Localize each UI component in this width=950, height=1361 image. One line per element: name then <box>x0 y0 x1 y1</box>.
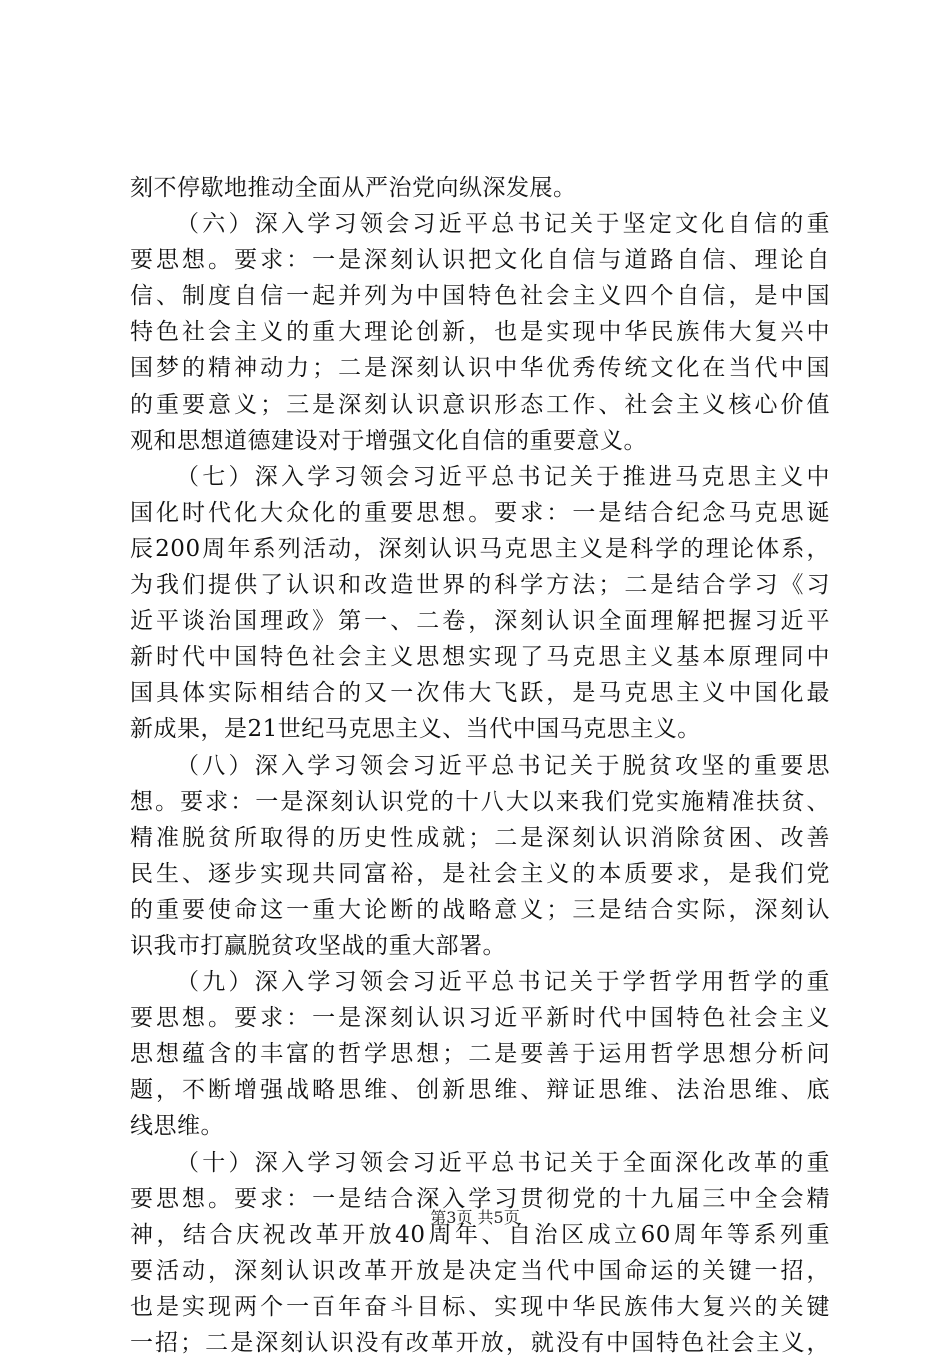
text-line: 要思想。要求：一是深刻认识习近平新时代中国特色社会主义 <box>130 1005 830 1032</box>
text-line: 观和思想道德建设对于增强文化自信的重要意义。 <box>130 427 647 454</box>
text-line: 想。要求：一是深刻认识党的十八大以来我们党实施精准扶贫、 <box>130 788 830 815</box>
text-line: 线思维。 <box>130 1113 224 1140</box>
text-line: 识我市打赢脱贫攻坚战的重大部署。 <box>130 932 506 959</box>
text-line: 一招；二是深刻认识没有改革开放，就没有中国特色社会主义， <box>130 1330 830 1356</box>
text-line: 题，不断增强战略思维、创新思维、辩证思维、法治思维、底 <box>130 1077 830 1104</box>
text-line: 要思想。要求：一是深刻认识把文化自信与道路自信、理论自 <box>130 247 830 274</box>
text-line: 刻不停歇地推动全面从严治党向纵深发展。 <box>130 175 577 201</box>
text-line: 为我们提供了认识和改造世界的科学方法；二是结合学习《习 <box>130 572 830 599</box>
text-line: 信、制度自信一起并列为中国特色社会主义四个自信，是中国 <box>130 283 830 310</box>
text-line: 国具体实际相结合的又一次伟大飞跃，是马克思主义中国化最 <box>130 680 830 707</box>
text-line: 的重要意义；三是深刻认识意识形态工作、社会主义核心价值 <box>130 391 830 418</box>
text-line: 也是实现两个一百年奋斗目标、实现中华民族伟大复兴的关键 <box>130 1293 830 1320</box>
text-line: 新时代中国特色社会主义思想实现了马克思主义基本原理同中 <box>130 644 830 671</box>
text-line: 要活动，深刻认识改革开放是决定当代中国命运的关键一招， <box>130 1257 830 1284</box>
text-line: 特色社会主义的重大理论创新，也是实现中华民族伟大复兴中 <box>130 319 830 346</box>
text-line: 思想蕴含的丰富的哲学思想；二是要善于运用哲学思想分析问 <box>130 1041 830 1068</box>
text-line: 新成果，是21世纪马克思主义、当代中国马克思主义。 <box>130 716 701 743</box>
text-line: 辰200周年系列活动，深刻认识马克思主义是科学的理论体系， <box>130 535 830 562</box>
text-line: 国化时代化大众化的重要思想。要求：一是结合纪念马克思诞 <box>130 499 830 526</box>
document-body <box>130 170 830 1361</box>
section-heading-line: （六）深入学习领会习近平总书记关于坚定文化自信的重 <box>176 211 830 238</box>
text-line: 的重要使命这一重大论断的战略意义；三是结合实际，深刻认 <box>130 896 830 923</box>
text-line: 近平谈治国理政》第一、二卷，深刻认识全面理解把握习近平 <box>130 608 830 635</box>
text-line: 民生、逐步实现共同富裕，是社会主义的本质要求，是我们党 <box>130 860 830 887</box>
text-line: 精准脱贫所取得的历史性成就；二是深刻认识消除贫困、改善 <box>130 824 830 851</box>
text-line: 国梦的精神动力；二是深刻认识中华优秀传统文化在当代中国 <box>130 355 830 382</box>
text-line: 神，结合庆祝改革开放40周年、自治区成立60周年等系列重 <box>130 1221 830 1248</box>
section-heading-line: （七）深入学习领会习近平总书记关于推进马克思主义中 <box>176 463 830 490</box>
section-heading-line: （九）深入学习领会习近平总书记关于学哲学用哲学的重 <box>176 969 830 996</box>
section-heading-line: （八）深入学习领会习近平总书记关于脱贫攻坚的重要思 <box>176 752 830 779</box>
section-heading-line: （十）深入学习领会习近平总书记关于全面深化改革的重 <box>176 1149 830 1176</box>
text-line: 要思想。要求：一是结合深入学习贯彻党的十九届三中全会精 <box>130 1185 830 1212</box>
page-number-footer: 第3页 共5页 <box>430 1208 520 1227</box>
